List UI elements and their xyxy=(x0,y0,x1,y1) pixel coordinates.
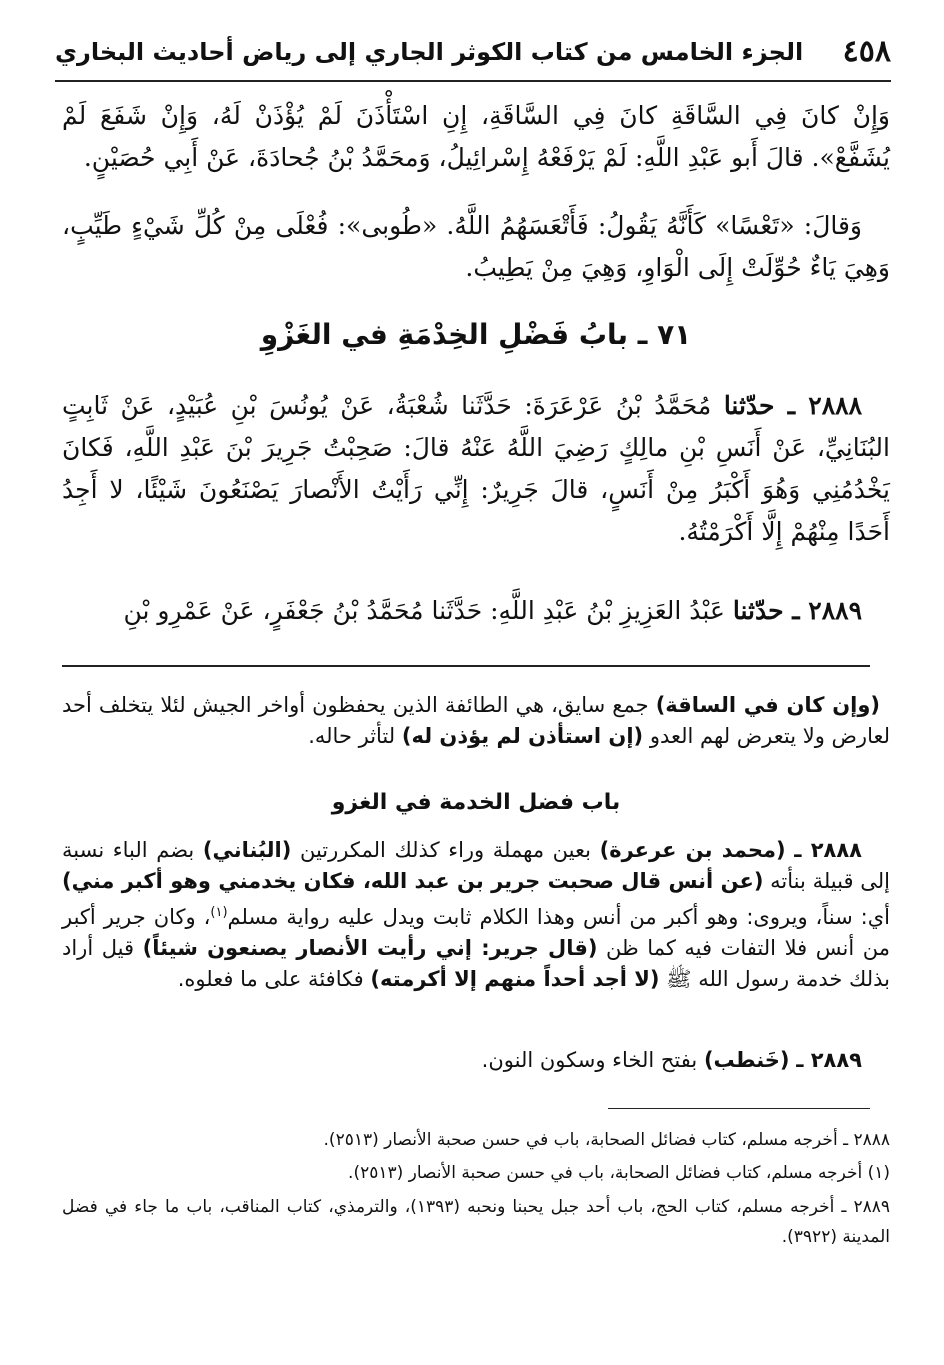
commentary-term: (خَنطب) xyxy=(703,1048,790,1072)
commentary-text: أي: سناً، ويروى: وهو أكبر من أنس وهذا الكلام ثابت ويدل عليه رواية مسلم xyxy=(227,905,890,929)
page-number: ٤٥٨ xyxy=(842,34,891,69)
commentary-term: (قال جرير: إني رأيت الأنصار يصنعون شيئاً) xyxy=(142,936,598,960)
chapter-heading: ٧١ ـ بابُ فَضْلِ الخِدْمَةِ في الغَزْوِ xyxy=(260,318,692,351)
commentary-text: فكافئة على ما فعلوه. xyxy=(177,967,364,991)
hadith-number: ٢٨٨٩ ـ حدّثنا xyxy=(732,596,862,625)
commentary-term: (عن أنس قال صحبت جرير بن عبد الله، فكان يخدمني وهو أكبر مني) xyxy=(62,869,764,893)
footnote-1: (١) أخرجه مسلم، كتاب فضائل الصحابة، باب في حسن صحبة الأنصار (٢٥١٣). xyxy=(348,1163,890,1183)
commentary-term: (وإن كان في الساقة) xyxy=(655,693,880,717)
commentary-term: (البُناني) xyxy=(202,838,292,862)
commentary-term: (إن استأذن لم يؤذن له) xyxy=(401,724,644,748)
running-title: الجزء الخامس من كتاب الكوثر الجاري إلى رياض أحاديث البخاري xyxy=(55,38,804,66)
commentary-text: جمع سايق، هي الطائفة الذين يحفظون أواخر الجيش لئلا يتخلف أحد لعارض ولا يتعرض لهم العدو xyxy=(62,693,890,748)
hadith-2888 xyxy=(62,385,890,553)
glossary-paragraph: وَقالَ: «تَعْسًا» كَأَنَّهُ يَقُولُ: فَأَتْعَسَهُمُ اللَّهُ. «طُوبى»: فُعْلَى مِنْ كُلِّ شَيْءٍ طَيِّبٍ، وَهِيَ يَاءٌ حُوِّلَتْ إِلَى الْوَاوِ، وَهِيَ مِنْ يَطِيبُ. xyxy=(62,211,890,282)
commentary-text: بفتح الخاء وسكون النون. xyxy=(481,1048,698,1072)
hadith-text: مُحَمَّدُ بْنُ عَرْعَرَةَ: حَدَّثَنا شُعْبَةُ، عَنْ يُونُسَ بْنِ عُبَيْدٍ، عَنْ ثَابِتٍ البُنَانِيِّ، عَنْ أَنَسِ بْنِ مالِكٍ رَضِيَ اللَّهُ عَنْهُ قالَ: صَحِبْتُ جَرِيرَ بْنَ عَبْدِ اللَّهِ، فَكانَ يَخْدُمُنِي وَهُوَ أَكْبَرُ مِنْ أَنَسٍ، قالَ جَرِيرٌ: إِنِّي رَأَيْتُ الأَنْصارَ يَصْنَعُونَ شَيْئًا، لا أَجِدُ أَحَدًا مِنْهُمْ إِلَّا أَكْرَمْتُهُ. xyxy=(62,391,890,546)
page-header xyxy=(55,30,891,82)
hadith-2889 xyxy=(62,590,890,632)
commentary-number: ٢٨٨٨ ـ xyxy=(794,838,862,862)
commentary-text: لتأثر حاله. xyxy=(308,724,396,748)
hadith-text: عَبْدُ العَزِيزِ بْنُ عَبْدِ اللَّهِ: حَدَّثَنا مُحَمَّدُ بْنُ جَعْفَرٍ، عَنْ عَمْرِو بْنِ xyxy=(123,596,725,625)
commentary-text: ، وكان جرير أكبر من أنس فلا التفات فيه كما ظن xyxy=(62,905,890,960)
commentary-2888 xyxy=(62,835,890,995)
footnote-2889: ٢٨٨٩ ـ أخرجه مسلم، كتاب الحج، باب أحد جبل يحبنا ونحبه (١٣٩٣)، والترمذي، كتاب المناقب، باب ما جاء في فضل المدينة (٣٩٢٢). xyxy=(62,1197,890,1247)
commentary-text: بضم الباء نسبة إلى قبيلة بنأته xyxy=(62,838,890,893)
commentary-heading: باب فضل الخدمة في الغزو xyxy=(331,790,621,815)
commentary-text: قيل أراد بذلك خدمة رسول الله ﷺ xyxy=(62,936,890,991)
footnote-ref[interactable]: (١) xyxy=(210,905,228,920)
hadith-number: ٢٨٨٨ ـ حدّثنا xyxy=(723,391,863,420)
hadith-continuation: وَإِنْ كانَ فِي السَّاقَةِ كانَ فِي السَّاقَةِ، إِنِ اسْتَأْذَنَ لَمْ يُؤْذَنْ لَهُ، وَإِنْ شَفَعَ لَمْ يُشَفَّعْ». قالَ أَبو عَبْدِ اللَّهِ: لَمْ يَرْفَعْهُ إِسْرائِيلُ، وَمحَمَّدُ بْنُ جُحادَةَ، عَنْ أَبِي حُصَيْنٍ. xyxy=(62,101,890,172)
commentary-1 xyxy=(62,690,890,752)
footnote-divider xyxy=(608,1108,870,1109)
commentary-term: (لا أجد أحداً منهم إلا أكرمته) xyxy=(370,967,660,991)
commentary-number: ٢٨٨٩ ـ xyxy=(796,1048,862,1072)
commentary-2889 xyxy=(62,1045,890,1076)
commentary-text: بعين مهملة وراء كذلك المكررتين xyxy=(299,838,591,862)
footnote-2888: ٢٨٨٨ ـ أخرجه مسلم، كتاب فضائل الصحابة، باب في حسن صحبة الأنصار (٢٥١٣). xyxy=(323,1130,890,1150)
section-divider xyxy=(62,665,870,667)
commentary-term: (محمد بن عرعرة) xyxy=(599,838,786,862)
